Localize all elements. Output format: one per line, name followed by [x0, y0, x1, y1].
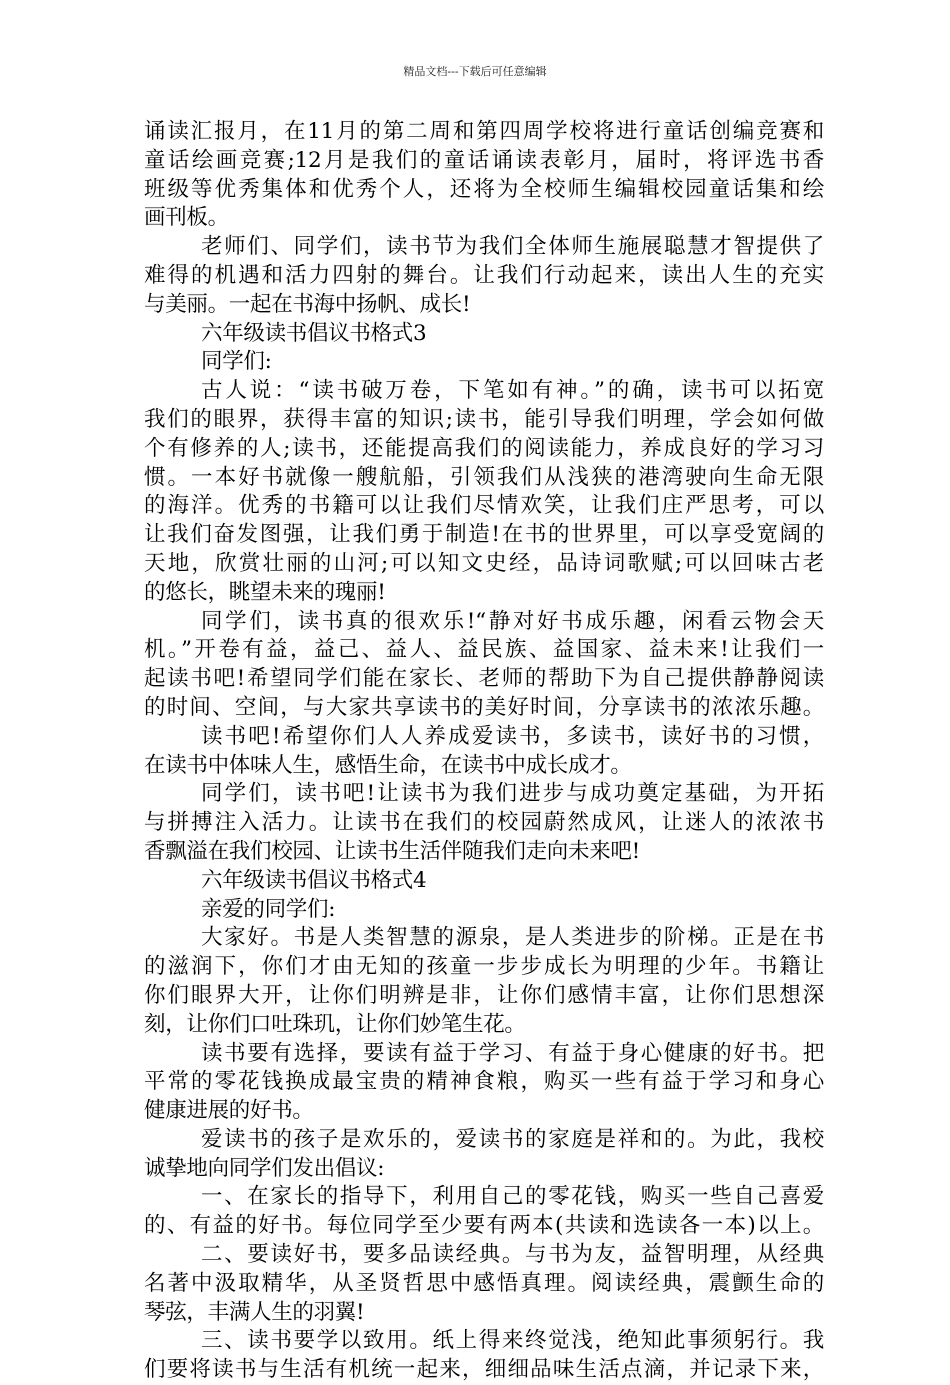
- document-body: [144, 118, 824, 1385]
- text-line: 健康进展的好书。: [144, 1098, 314, 1124]
- text-line: 二、要读好书，要多品读经典。与书为友，益智明理，从经典: [201, 1242, 824, 1268]
- text-line: 诵读汇报月，在11月的第二周和第四周学校将进行童话创编竞赛和: [144, 119, 824, 144]
- text-line: 起读书吧!希望同学们能在家长、老师的帮助下为自己提供静静阅读: [144, 666, 824, 692]
- text-line: 大家好。书是人类智慧的源泉，是人类进步的阶梯。正是在书: [201, 925, 824, 951]
- text-line: 名著中汲取精华，从圣贤哲思中感悟真理。阅读经典，震颤生命的: [144, 1270, 824, 1296]
- text-line: 的海洋。优秀的书籍可以让我们尽情欢笑，让我们庄严思考，可以: [144, 493, 824, 519]
- text-line: 的滋润下，你们才由无知的孩童一步步成长为明理的少年。书籍让: [144, 954, 824, 980]
- text-line: 你们眼界大开，让你们明辨是非，让你们感情丰富，让你们思想深: [144, 982, 824, 1008]
- page-header: 精品文档---下载后可任意编辑: [403, 65, 547, 78]
- text-line: 爱读书的孩子是欢乐的，爱读书的家庭是祥和的。为此，我校: [201, 1126, 824, 1152]
- text-line: 的悠长，眺望未来的瑰丽!: [144, 579, 386, 605]
- text-line: 六年级读书倡议书格式4: [201, 867, 427, 893]
- text-line: 惯。一本好书就像一艘航船，引领我们从浅狭的港湾驶向生命无限: [144, 464, 824, 490]
- text-line: 古人说：“读书破万卷，下笔如有神。”的确，读书可以拓宽: [201, 378, 824, 404]
- text-line: 画刊板。: [144, 205, 229, 231]
- text-line: 与美丽。一起在书海中扬帆、成长!: [144, 291, 471, 317]
- text-line: 天地，欣赏壮丽的山河;可以知文史经，品诗词歌赋;可以回味古老: [144, 550, 824, 576]
- text-line: 香飘溢在我们校园、让读书生活伴随我们走向未来吧!: [144, 838, 640, 864]
- text-line: 诚挚地向同学们发出倡议:: [144, 1155, 385, 1181]
- text-line: 读书要有选择，要读有益于学习、有益于身心健康的好书。把: [201, 1040, 824, 1066]
- text-line: 在读书中体味人生，感悟生命，在读书中成长成才。: [144, 752, 632, 778]
- text-line: 机。”开卷有益，益己、益人、益民族、益国家、益未来!让我们一: [144, 637, 824, 663]
- text-line: 的、有益的好书。每位同学至少要有两本(共读和选读各一本)以上。: [144, 1213, 824, 1239]
- text-line: 让我们奋发图强，让我们勇于制造!在书的世界里，可以享受宽阔的: [144, 522, 824, 548]
- text-line: 的时间、空间，与大家共享读书的美好时间，分享读书的浓浓乐趣。: [144, 694, 824, 720]
- text-line: 与拼搏注入活力。让读书在我们的校园蔚然成风，让迷人的浓浓书: [144, 810, 824, 836]
- text-line: 们要将读书与生活有机统一起来，细细品味生活点滴，并记录下来，: [144, 1357, 824, 1383]
- text-line: 亲爱的同学们:: [201, 896, 336, 922]
- text-line: 六年级读书倡议书格式3: [201, 320, 427, 346]
- text-line: 三、读书要学以致用。纸上得来终觉浅，绝知此事须躬行。我: [201, 1328, 824, 1354]
- text-line: 班级等优秀集体和优秀个人，还将为全校师生编辑校园童话集和绘: [144, 176, 824, 202]
- text-line: 读书吧!希望你们人人养成爱读书，多读书，读好书的习惯，: [201, 723, 824, 749]
- text-line: 个有修养的人;读书，还能提高我们的阅读能力，养成良好的学习习: [144, 435, 824, 461]
- text-line: 刻，让你们口吐珠玑，让你们妙笔生花。: [144, 1011, 526, 1037]
- text-line: 老师们、同学们，读书节为我们全体师生施展聪慧才智提供了: [201, 234, 824, 260]
- text-line: 同学们，读书吧!让读书为我们进步与成功奠定基础，为开拓: [201, 781, 824, 807]
- text-line: 难得的机遇和活力四射的舞台。让我们行动起来，读出人生的充实: [144, 262, 824, 288]
- text-line: 我们的眼界，获得丰富的知识;读书，能引导我们明理，学会如何做: [144, 406, 824, 432]
- text-line: 同学们，读书真的很欢乐!“静对好书成乐趣，闲看云物会天: [201, 608, 824, 634]
- text-line: 一、在家长的指导下，利用自己的零花钱，购买一些自己喜爱: [201, 1184, 824, 1210]
- text-line: 琴弦，丰满人生的羽翼!: [144, 1299, 365, 1325]
- text-line: 同学们:: [201, 349, 272, 375]
- text-line: 童话绘画竞赛;12月是我们的童话诵读表彰月，届时，将评选书香: [144, 147, 824, 173]
- text-line: 平常的零花钱换成最宝贵的精神食粮，购买一些有益于学习和身心: [144, 1069, 824, 1095]
